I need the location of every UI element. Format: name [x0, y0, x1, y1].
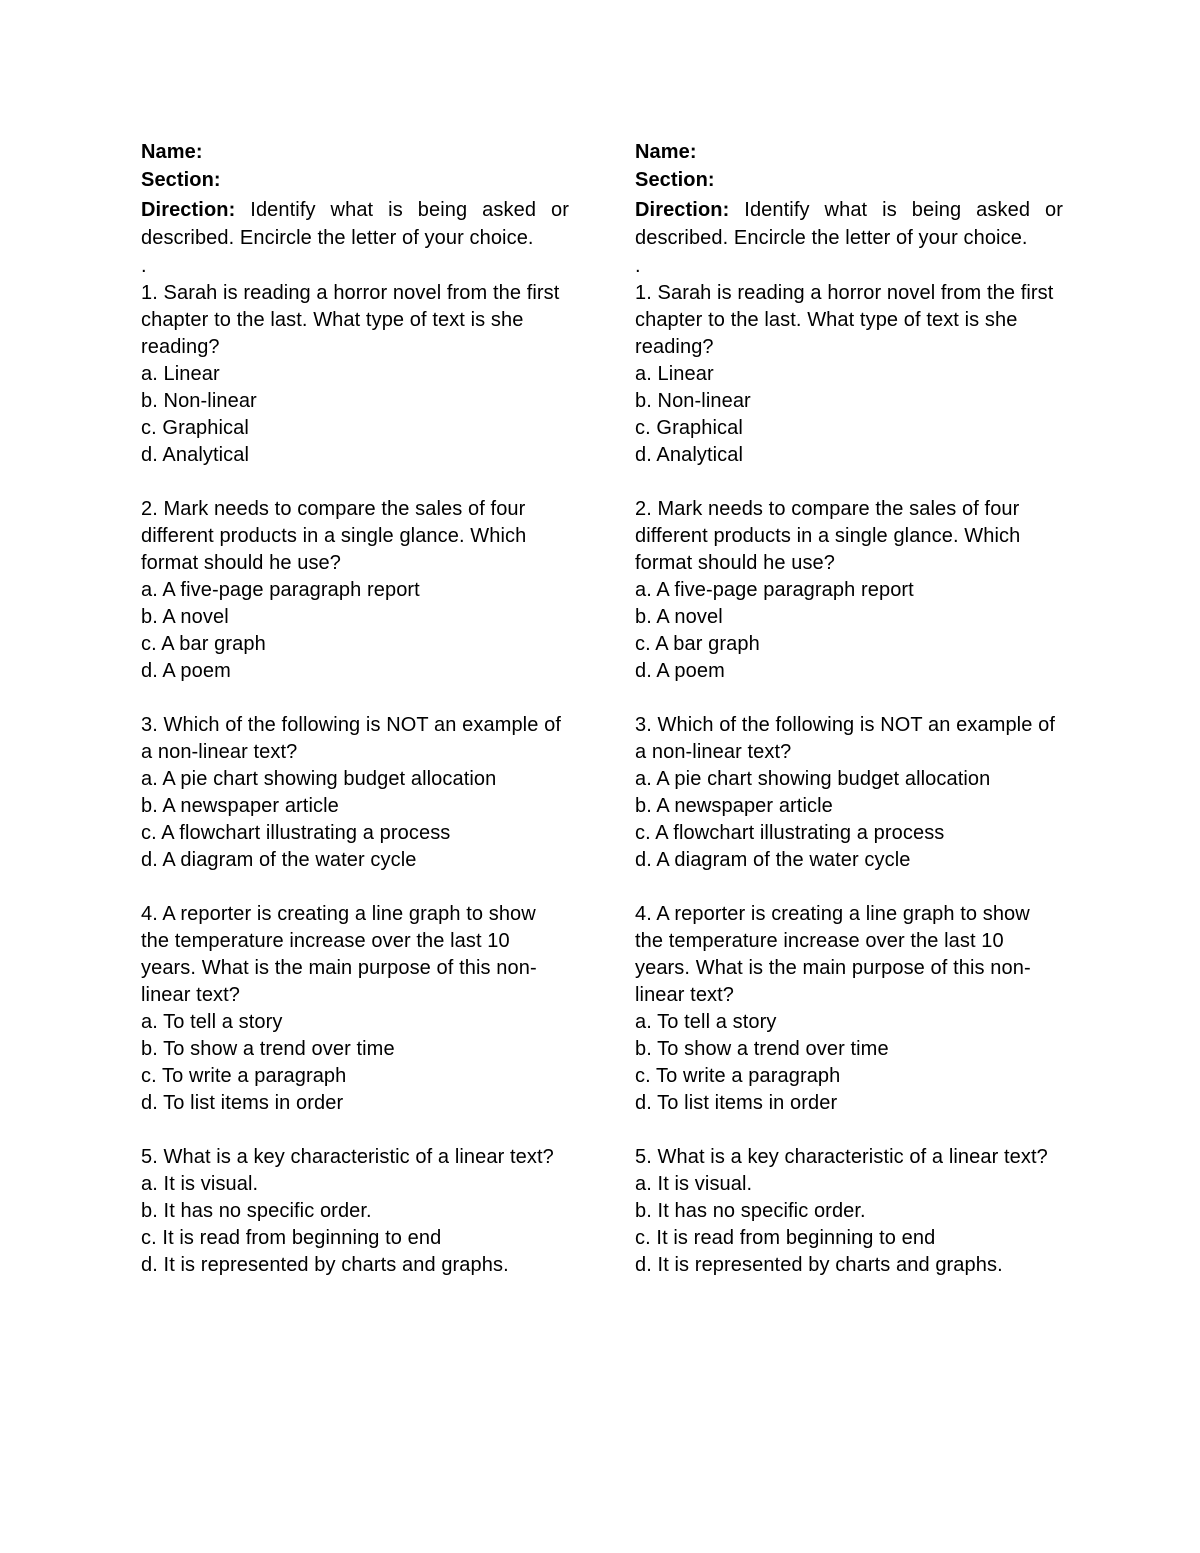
direction-label: Direction:: [635, 199, 730, 221]
worksheet-copy-right: [635, 139, 1063, 1306]
option-c: c. Graphical: [141, 417, 249, 439]
option-d: d. Analytical: [141, 444, 250, 466]
name-label: Name:: [635, 141, 697, 163]
option-b: b. A newspaper article: [141, 795, 339, 817]
direction-text: [635, 196, 1063, 252]
question-1: [141, 280, 569, 469]
separator-dot: .: [635, 255, 641, 277]
option-a: a. Linear: [635, 363, 714, 385]
option-a: a. A pie chart showing budget allocation: [141, 768, 497, 790]
option-d: d. It is represented by charts and graphs.: [635, 1254, 1003, 1276]
question-stem: 4. A reporter is creating a line graph to show the temperature increase over the last 10 years. What is the main purpose of this non-linear text?: [141, 903, 537, 1006]
question-5: [635, 1144, 1063, 1279]
question-stem: 4. A reporter is creating a line graph to show the temperature increase over the last 10 years. What is the main purpose of this non-linear text?: [635, 903, 1031, 1006]
option-d: d. It is represented by charts and graphs.: [141, 1254, 509, 1276]
option-a: a. To tell a story: [635, 1011, 777, 1033]
option-c: c. A flowchart illustrating a process: [141, 822, 451, 844]
option-c: c. To write a paragraph: [141, 1065, 347, 1087]
option-d: d. Analytical: [635, 444, 744, 466]
question-stem: 5. What is a key characteristic of a linear text?: [141, 1146, 554, 1168]
option-b: b. A newspaper article: [635, 795, 833, 817]
question-2: [141, 496, 569, 685]
option-b: b. A novel: [635, 606, 723, 628]
question-2: [635, 496, 1063, 685]
question-4: [635, 901, 1063, 1117]
option-b: b. It has no specific order.: [141, 1200, 372, 1222]
question-1: [635, 280, 1063, 469]
question-stem: 3. Which of the following is NOT an example of a non-linear text?: [141, 714, 561, 763]
direction-body: Identify what is being asked or described. Encircle the letter of your choice.: [635, 199, 1063, 249]
question-3: [141, 712, 569, 874]
section-label: Section:: [635, 169, 715, 191]
worksheet-copy-left: [141, 139, 569, 1306]
separator-dot: .: [141, 255, 147, 277]
option-c: c. To write a paragraph: [635, 1065, 841, 1087]
option-d: d. A diagram of the water cycle: [141, 849, 417, 871]
option-a: a. A five-page paragraph report: [141, 579, 420, 601]
option-a: a. It is visual.: [635, 1173, 753, 1195]
question-4: [141, 901, 569, 1117]
question-stem: 3. Which of the following is NOT an example of a non-linear text?: [635, 714, 1055, 763]
option-d: d. To list items in order: [635, 1092, 838, 1114]
option-a: a. A pie chart showing budget allocation: [635, 768, 991, 790]
option-c: c. It is read from beginning to end: [141, 1227, 442, 1249]
option-a: a. To tell a story: [141, 1011, 283, 1033]
direction-label: Direction:: [141, 199, 236, 221]
option-b: b. To show a trend over time: [635, 1038, 889, 1060]
option-b: b. It has no specific order.: [635, 1200, 866, 1222]
section-label: Section:: [141, 169, 221, 191]
question-stem: 2. Mark needs to compare the sales of four different products in a single glance. Which format should he use?: [141, 498, 527, 574]
option-a: a. Linear: [141, 363, 220, 385]
direction-body: Identify what is being asked or described. Encircle the letter of your choice.: [141, 199, 569, 249]
question-stem: 5. What is a key characteristic of a linear text?: [635, 1146, 1048, 1168]
question-stem: 1. Sarah is reading a horror novel from the first chapter to the last. What type of text is she reading?: [635, 282, 1054, 358]
option-d: d. A poem: [635, 660, 725, 682]
question-stem: 2. Mark needs to compare the sales of four different products in a single glance. Which format should he use?: [635, 498, 1021, 574]
option-d: d. A poem: [141, 660, 231, 682]
option-b: b. Non-linear: [141, 390, 257, 412]
option-b: b. Non-linear: [635, 390, 751, 412]
question-stem: 1. Sarah is reading a horror novel from the first chapter to the last. What type of text is she reading?: [141, 282, 560, 358]
option-a: a. It is visual.: [141, 1173, 259, 1195]
option-c: c. A flowchart illustrating a process: [635, 822, 945, 844]
option-a: a. A five-page paragraph report: [635, 579, 914, 601]
option-c: c. Graphical: [635, 417, 743, 439]
question-3: [635, 712, 1063, 874]
option-d: d. To list items in order: [141, 1092, 344, 1114]
option-b: b. A novel: [141, 606, 229, 628]
name-label: Name:: [141, 141, 203, 163]
option-c: c. It is read from beginning to end: [635, 1227, 936, 1249]
question-5: [141, 1144, 569, 1279]
option-b: b. To show a trend over time: [141, 1038, 395, 1060]
option-c: c. A bar graph: [635, 633, 760, 655]
option-d: d. A diagram of the water cycle: [635, 849, 911, 871]
option-c: c. A bar graph: [141, 633, 266, 655]
direction-text: [141, 196, 569, 252]
